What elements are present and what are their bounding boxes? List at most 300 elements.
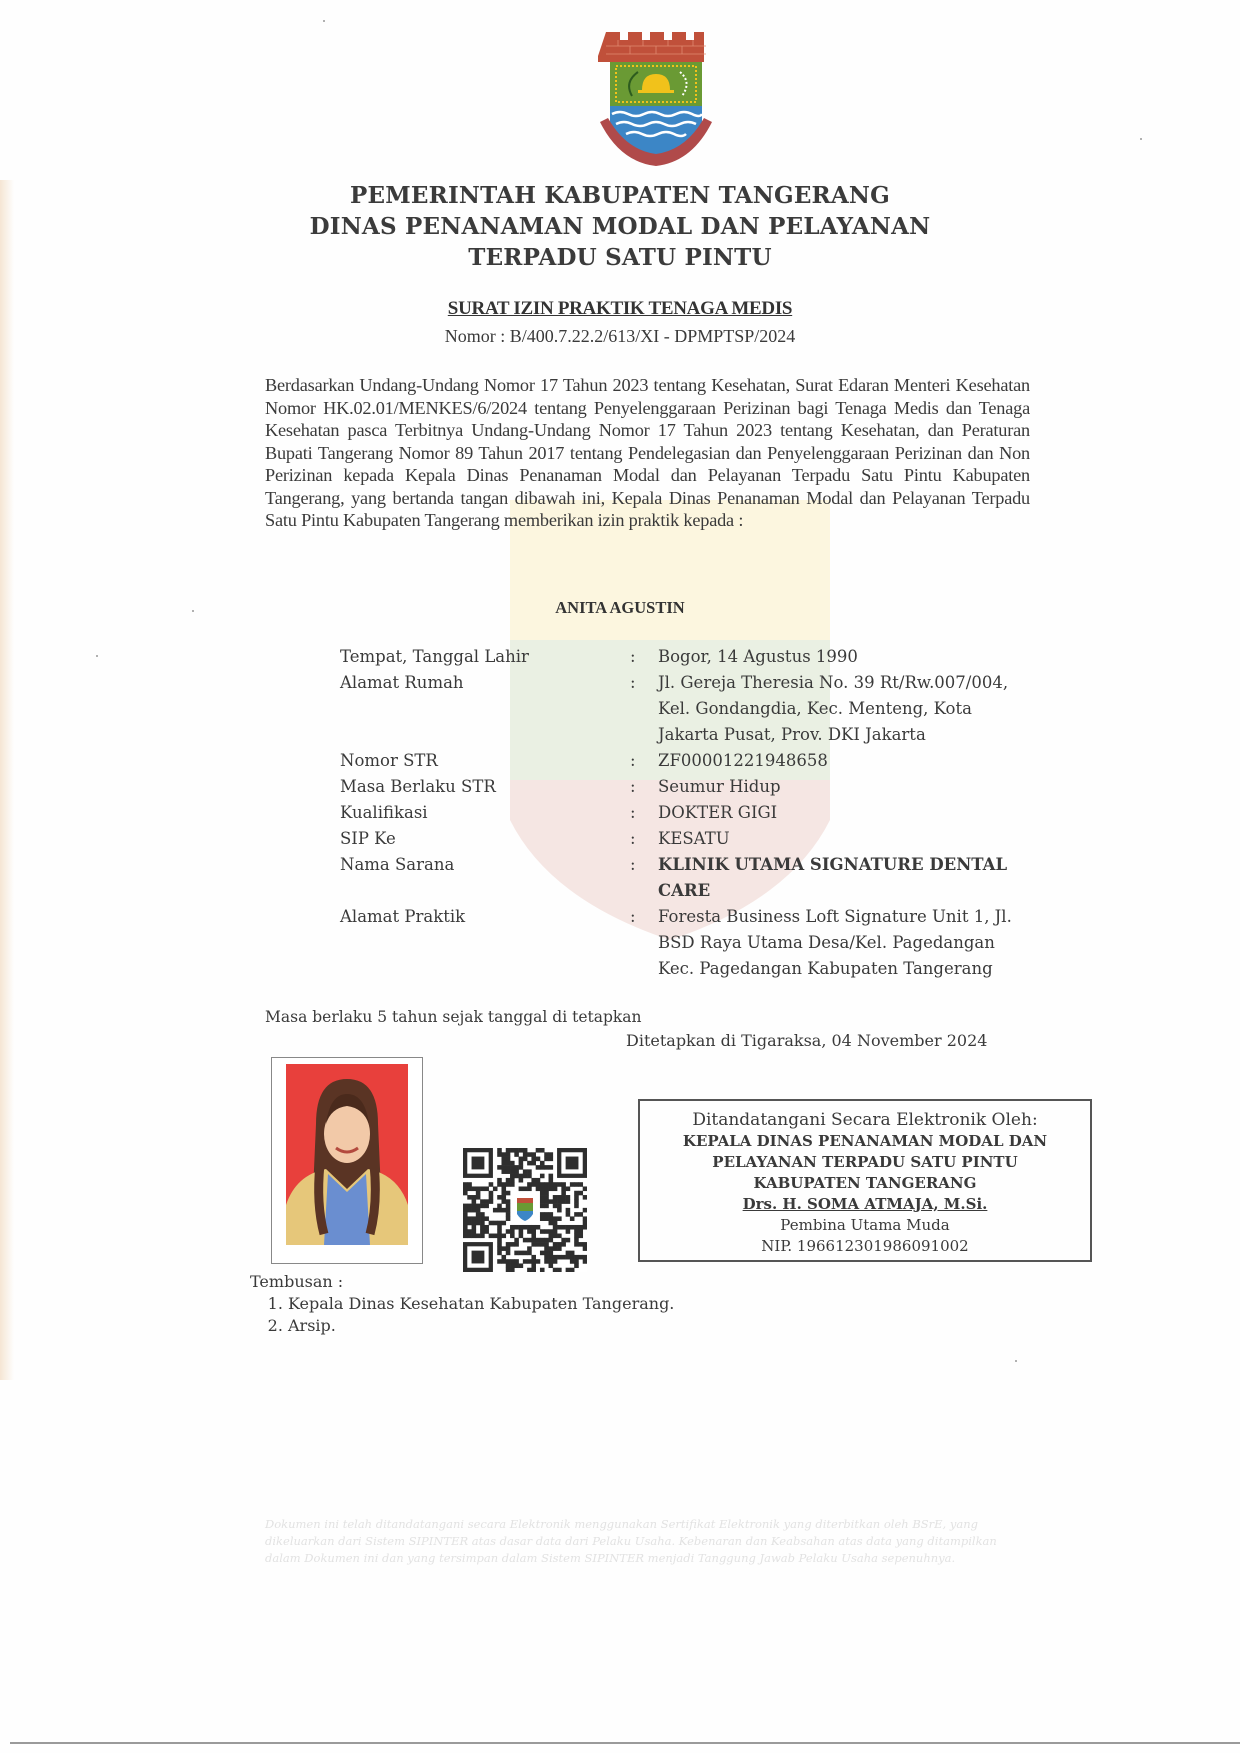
qr-module <box>519 1174 524 1179</box>
qr-module <box>544 1212 549 1217</box>
qr-module <box>506 1199 511 1204</box>
qr-module <box>501 1195 506 1200</box>
qr-module <box>536 1186 541 1191</box>
qr-module <box>472 1221 477 1226</box>
qr-module <box>519 1165 524 1170</box>
qr-module <box>480 1229 485 1234</box>
value-line: BSD Raya Utama Desa/Kel. Pagedangan <box>658 933 995 952</box>
qr-module <box>549 1165 554 1170</box>
qr-module <box>480 1212 485 1217</box>
qr-module <box>583 1246 587 1251</box>
qr-module <box>578 1255 583 1260</box>
value-line: CARE <box>658 881 711 900</box>
qr-module <box>544 1186 549 1191</box>
qr-module <box>544 1246 549 1251</box>
qr-module <box>536 1148 541 1153</box>
qr-module <box>549 1186 554 1191</box>
qr-module <box>540 1174 545 1179</box>
qr-module <box>506 1208 511 1213</box>
qr-module <box>480 1234 485 1239</box>
qr-module <box>574 1242 579 1247</box>
detail-separator: : <box>630 907 636 926</box>
qr-module <box>467 1229 472 1234</box>
qr-module <box>510 1234 515 1239</box>
qr-module <box>540 1195 545 1200</box>
qr-module <box>506 1251 511 1256</box>
value-line: Foresta Business Loft Signature Unit 1, Jl. <box>658 907 1012 926</box>
qr-module <box>506 1216 511 1221</box>
agency-header <box>0 180 1240 273</box>
qr-module <box>514 1242 519 1247</box>
qr-module <box>506 1152 511 1157</box>
qr-module <box>583 1259 587 1264</box>
qr-module <box>519 1148 524 1153</box>
qr-module <box>510 1242 515 1247</box>
detail-value <box>658 904 1058 982</box>
qr-module <box>557 1195 562 1200</box>
qr-module <box>553 1221 558 1226</box>
validity-note: Masa berlaku 5 tahun sejak tanggal di tetapkan <box>265 1008 642 1026</box>
qr-module <box>561 1195 566 1200</box>
qr-module <box>553 1259 558 1264</box>
signatory-name: Drs. H. SOMA ATMAJA, M.Si. <box>742 1195 988 1213</box>
detail-value <box>658 826 1058 852</box>
qr-module <box>514 1263 519 1268</box>
qr-module <box>583 1208 587 1213</box>
qr-module <box>527 1186 532 1191</box>
qr-module <box>467 1216 472 1221</box>
qr-module <box>506 1191 511 1196</box>
qr-module <box>544 1195 549 1200</box>
qr-module <box>497 1178 502 1183</box>
qr-module <box>578 1212 583 1217</box>
qr-module <box>531 1161 536 1166</box>
qr-module <box>540 1161 545 1166</box>
qr-module <box>497 1152 502 1157</box>
qr-module <box>549 1255 554 1260</box>
qr-module <box>549 1229 554 1234</box>
qr-module <box>557 1182 562 1187</box>
qr-module <box>540 1242 545 1247</box>
qr-module <box>566 1225 571 1230</box>
qr-module <box>574 1199 579 1204</box>
qr-module <box>497 1182 502 1187</box>
value-line: Bogor, 14 Agustus 1990 <box>658 647 858 666</box>
detail-value <box>658 852 1058 904</box>
qr-module <box>510 1161 515 1166</box>
qr-module <box>536 1242 541 1247</box>
detail-value <box>658 748 1058 774</box>
qr-module <box>574 1195 579 1200</box>
qr-code-icon <box>463 1148 587 1272</box>
qr-module <box>553 1195 558 1200</box>
qr-module <box>501 1255 506 1260</box>
qr-module <box>574 1225 579 1230</box>
qr-module <box>553 1216 558 1221</box>
qr-module <box>497 1225 502 1230</box>
qr-module <box>549 1199 554 1204</box>
qr-module <box>467 1208 472 1213</box>
qr-module <box>523 1148 528 1153</box>
signatory-rank: Pembina Utama Muda <box>780 1216 950 1234</box>
qr-module <box>531 1259 536 1264</box>
qr-module <box>519 1234 524 1239</box>
qr-module <box>519 1186 524 1191</box>
detail-value <box>658 800 1058 826</box>
qr-module <box>497 1148 502 1153</box>
qr-module <box>501 1191 506 1196</box>
qr-module <box>540 1148 545 1153</box>
qr-module <box>489 1199 494 1204</box>
qr-module <box>531 1234 536 1239</box>
qr-module <box>463 1216 468 1221</box>
qr-module <box>497 1221 502 1226</box>
qr-module <box>527 1229 532 1234</box>
qr-module <box>463 1234 468 1239</box>
qr-module <box>501 1234 506 1239</box>
qr-module <box>531 1238 536 1243</box>
qr-module <box>549 1251 554 1256</box>
qr-module <box>561 1238 566 1243</box>
qr-module <box>544 1259 549 1264</box>
qr-module <box>566 1208 571 1213</box>
qr-module <box>570 1251 575 1256</box>
qr-module <box>536 1225 541 1230</box>
signature-position-line: KABUPATEN TANGERANG <box>753 1174 977 1192</box>
qr-module <box>566 1212 571 1217</box>
qr-module <box>549 1152 554 1157</box>
qr-module <box>506 1169 511 1174</box>
qr-module <box>536 1157 541 1162</box>
detail-row-str-number <box>340 748 1060 774</box>
detail-label: Kualifikasi <box>340 803 428 822</box>
qr-module <box>553 1199 558 1204</box>
qr-module <box>557 1199 562 1204</box>
qr-module <box>506 1161 511 1166</box>
qr-module <box>480 1186 485 1191</box>
qr-module <box>510 1174 515 1179</box>
qr-module <box>506 1182 511 1187</box>
qr-module <box>527 1251 532 1256</box>
qr-module <box>540 1165 545 1170</box>
qr-module <box>561 1199 566 1204</box>
qr-module <box>574 1263 579 1268</box>
qr-module <box>549 1221 554 1226</box>
qr-module <box>561 1242 566 1247</box>
qr-module <box>501 1152 506 1157</box>
detail-label: Nama Sarana <box>340 855 455 874</box>
qr-module <box>480 1199 485 1204</box>
bottom-rule <box>10 1742 1240 1744</box>
qr-module <box>510 1263 515 1268</box>
qr-module <box>519 1157 524 1162</box>
qr-module <box>544 1165 549 1170</box>
qr-module <box>578 1234 583 1239</box>
qr-module <box>510 1148 515 1153</box>
carbon-copy-item: 2. Arsip. <box>288 1315 674 1337</box>
qr-module <box>544 1242 549 1247</box>
qr-module <box>583 1195 587 1200</box>
qr-module <box>519 1229 524 1234</box>
qr-module <box>476 1234 481 1239</box>
detail-row-home-address <box>340 670 1060 748</box>
carbon-copy-heading: Tembusan : <box>250 1272 344 1291</box>
qr-module <box>574 1234 579 1239</box>
qr-module <box>544 1229 549 1234</box>
qr-module <box>476 1191 481 1196</box>
header-line-1: PEMERINTAH KABUPATEN TANGERANG <box>350 182 890 209</box>
qr-module <box>531 1152 536 1157</box>
value-line: Jl. Gereja Theresia No. 39 Rt/Rw.007/004, <box>658 673 1009 692</box>
qr-module <box>578 1182 583 1187</box>
qr-module <box>531 1157 536 1162</box>
qr-module <box>501 1186 506 1191</box>
qr-module <box>527 1225 532 1230</box>
header-line-3: TERPADU SATU PINTU <box>468 244 772 271</box>
qr-module <box>553 1182 558 1187</box>
qr-module <box>467 1204 472 1209</box>
qr-module <box>519 1263 524 1268</box>
qr-module <box>480 1204 485 1209</box>
qr-module <box>544 1182 549 1187</box>
qr-module <box>514 1238 519 1243</box>
qr-module <box>472 1216 477 1221</box>
qr-module <box>549 1246 554 1251</box>
qr-module <box>484 1199 489 1204</box>
qr-module <box>574 1191 579 1196</box>
qr-module <box>519 1225 524 1230</box>
qr-module <box>523 1238 528 1243</box>
qr-module <box>476 1195 481 1200</box>
qr-module <box>501 1199 506 1204</box>
qr-module <box>540 1204 545 1209</box>
qr-module <box>549 1212 554 1217</box>
tangerang-emblem-icon <box>598 28 714 168</box>
qr-module <box>510 1259 515 1264</box>
qr-module <box>497 1195 502 1200</box>
qr-module <box>523 1259 528 1264</box>
qr-module <box>566 1229 571 1234</box>
qr-module <box>463 1212 468 1217</box>
qr-module <box>472 1199 477 1204</box>
qr-module <box>549 1216 554 1221</box>
qr-module <box>549 1178 554 1183</box>
qr-module <box>523 1157 528 1162</box>
qr-module <box>463 1208 468 1213</box>
qr-module <box>497 1238 502 1243</box>
qr-module <box>523 1251 528 1256</box>
detail-value <box>658 774 1058 800</box>
detail-separator: : <box>630 829 636 848</box>
qr-module <box>531 1225 536 1230</box>
qr-module <box>583 1225 587 1230</box>
qr-module <box>561 1186 566 1191</box>
qr-module <box>501 1161 506 1166</box>
qr-module <box>472 1204 477 1209</box>
qr-module <box>557 1246 562 1251</box>
carbon-copy-section <box>250 1271 674 1337</box>
qr-module <box>536 1178 541 1183</box>
qr-module <box>544 1216 549 1221</box>
recipient-name: ANITA AGUSTIN <box>555 598 685 617</box>
qr-module <box>476 1186 481 1191</box>
qr-module <box>544 1255 549 1260</box>
qr-module <box>514 1251 519 1256</box>
qr-module <box>531 1263 536 1268</box>
qr-module <box>578 1225 583 1230</box>
details-table <box>340 644 1060 982</box>
qr-module <box>501 1246 506 1251</box>
electronic-signature-box <box>638 1099 1092 1262</box>
qr-module <box>540 1238 545 1243</box>
qr-module <box>506 1242 511 1247</box>
qr-module <box>553 1234 558 1239</box>
qr-module <box>561 1255 566 1260</box>
qr-module <box>527 1238 532 1243</box>
qr-module <box>493 1221 498 1226</box>
qr-module <box>531 1182 536 1187</box>
qr-module <box>497 1246 502 1251</box>
qr-module <box>557 1255 562 1260</box>
qr-module <box>531 1178 536 1183</box>
detail-separator: : <box>630 751 636 770</box>
qr-module <box>578 1242 583 1247</box>
carbon-copy-list <box>250 1293 674 1337</box>
detail-row-practice-address <box>340 904 1060 982</box>
qr-module <box>540 1229 545 1234</box>
applicant-photo <box>286 1064 408 1245</box>
qr-module <box>506 1204 511 1209</box>
qr-module <box>523 1152 528 1157</box>
detail-label: Nomor STR <box>340 751 438 770</box>
qr-module <box>472 1195 477 1200</box>
qr-module <box>566 1199 571 1204</box>
qr-module <box>566 1255 571 1260</box>
qr-module <box>489 1191 494 1196</box>
qr-module <box>506 1246 511 1251</box>
qr-module <box>484 1225 489 1230</box>
qr-module <box>523 1174 528 1179</box>
qr-module <box>553 1255 558 1260</box>
qr-module <box>561 1191 566 1196</box>
qr-module <box>506 1165 511 1170</box>
qr-module <box>484 1216 489 1221</box>
qr-module <box>506 1148 511 1153</box>
qr-module <box>467 1234 472 1239</box>
qr-module <box>544 1191 549 1196</box>
detail-separator: : <box>630 803 636 822</box>
qr-module <box>553 1246 558 1251</box>
qr-module <box>489 1221 494 1226</box>
qr-module <box>527 1161 532 1166</box>
detail-label: Tempat, Tanggal Lahir <box>340 647 529 666</box>
qr-module <box>566 1186 571 1191</box>
qr-module <box>574 1204 579 1209</box>
carbon-copy-item: 1. Kepala Dinas Kesehatan Kabupaten Tangerang. <box>288 1293 674 1315</box>
qr-module <box>484 1204 489 1209</box>
qr-module <box>497 1234 502 1239</box>
qr-module <box>544 1157 549 1162</box>
qr-module <box>570 1225 575 1230</box>
qr-module <box>527 1169 532 1174</box>
detail-row-sip-number <box>340 826 1060 852</box>
qr-module <box>514 1259 519 1264</box>
qr-module <box>553 1204 558 1209</box>
qr-module <box>544 1251 549 1256</box>
qr-module <box>540 1199 545 1204</box>
qr-module <box>570 1259 575 1264</box>
qr-module <box>506 1259 511 1264</box>
qr-module <box>574 1238 579 1243</box>
qr-module <box>480 1225 485 1230</box>
qr-module <box>472 1229 477 1234</box>
qr-module <box>484 1186 489 1191</box>
qr-module <box>561 1182 566 1187</box>
qr-module <box>536 1165 541 1170</box>
qr-module <box>561 1225 566 1230</box>
qr-module <box>583 1216 587 1221</box>
qr-module <box>463 1186 468 1191</box>
qr-module <box>506 1178 511 1183</box>
photo-frame <box>271 1057 423 1264</box>
qr-module <box>570 1216 575 1221</box>
qr-module <box>501 1165 506 1170</box>
qr-module <box>536 1259 541 1264</box>
detail-row-str-validity <box>340 774 1060 800</box>
detail-row-facility-name <box>340 852 1060 904</box>
qr-module <box>557 1204 562 1209</box>
qr-module <box>519 1161 524 1166</box>
qr-module <box>536 1238 541 1243</box>
qr-module <box>472 1186 477 1191</box>
value-line: KESATU <box>658 829 730 848</box>
qr-module <box>557 1208 562 1213</box>
qr-module <box>501 1169 506 1174</box>
qr-module <box>544 1238 549 1243</box>
qr-module <box>523 1225 528 1230</box>
qr-module <box>544 1204 549 1209</box>
qr-module <box>527 1259 532 1264</box>
qr-module <box>570 1182 575 1187</box>
detail-label: Alamat Rumah <box>340 673 464 692</box>
qr-module <box>514 1148 519 1153</box>
qr-module <box>549 1174 554 1179</box>
header-line-2: DINAS PENANAMAN MODAL DAN PELAYANAN <box>309 213 931 240</box>
detail-value <box>658 644 1058 670</box>
qr-module <box>519 1251 524 1256</box>
value-line: Seumur Hidup <box>658 777 781 796</box>
issued-place-date: Ditetapkan di Tigaraksa, 04 November 2024 <box>626 1031 988 1050</box>
value-line: KLINIK UTAMA SIGNATURE DENTAL <box>658 855 1008 874</box>
qr-module <box>553 1225 558 1230</box>
qr-module <box>536 1182 541 1187</box>
document-number: Nomor : B/400.7.22.2/613/XI - DPMPTSP/2024 <box>444 326 796 346</box>
value-line: ZF00001221948658 <box>658 751 828 770</box>
qr-module <box>510 1165 515 1170</box>
qr-module <box>514 1174 519 1179</box>
qr-module <box>489 1182 494 1187</box>
qr-module <box>472 1208 477 1213</box>
detail-row-qualification <box>340 800 1060 826</box>
qr-module <box>497 1204 502 1209</box>
qr-module <box>497 1251 502 1256</box>
qr-module <box>510 1169 515 1174</box>
qr-module <box>493 1186 498 1191</box>
qr-module <box>463 1225 468 1230</box>
qr-module <box>506 1263 511 1268</box>
document-title: SURAT IZIN PRAKTIK TENAGA MEDIS <box>447 298 793 319</box>
qr-module <box>463 1182 468 1187</box>
